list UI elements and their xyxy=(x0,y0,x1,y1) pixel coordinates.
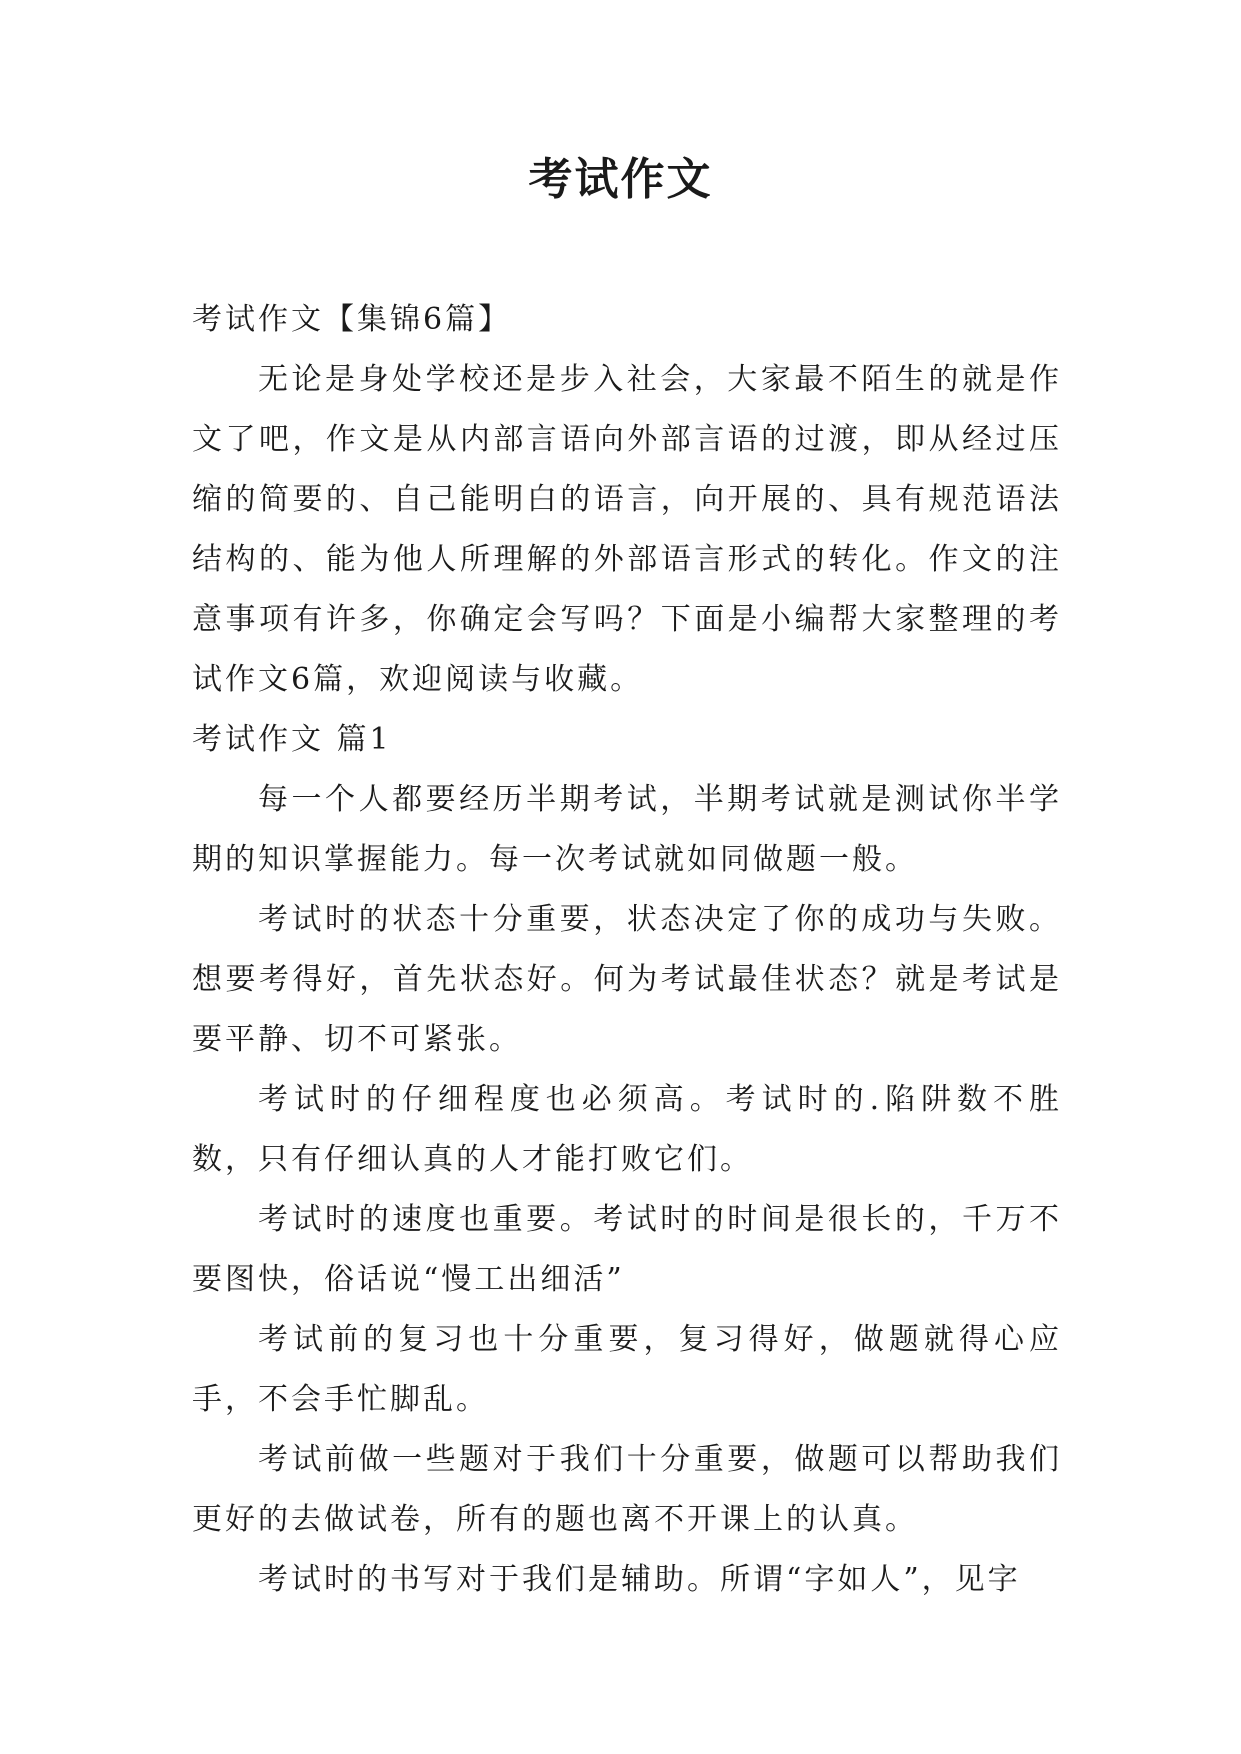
body-paragraph: 考试前做一些题对于我们十分重要，做题可以帮助我们更好的去做试卷，所有的题也离不开课上的认真。 xyxy=(192,1442,1062,1537)
document-subtitle: 考试作文【集锦6篇】 xyxy=(192,302,512,337)
section-heading: 考试作文 篇1 xyxy=(192,722,392,757)
body-paragraph: 考试时的书写对于我们是辅助。所谓“字如人”，见字 xyxy=(258,1562,1021,1597)
intro-paragraph: 无论是身处学校还是步入社会，大家最不陌生的就是作文了吧，作文是从内部言语向外部言语的过渡，即从经过压缩的简要的、自己能明白的语言，向开展的、具有规范语法结构的、能为他人所理解的外部语言形式的转化。作文的注意事项有许多，你确定会写吗？下面是小编帮大家整理的考试作文6篇，欢迎阅读与收藏。 xyxy=(192,362,1062,697)
document-title: 考试作文 xyxy=(528,154,713,205)
body-paragraph: 每一个人都要经历半期考试，半期考试就是测试你半学期的知识掌握能力。每一次考试就如同做题一般。 xyxy=(192,782,1062,877)
body-paragraph: 考试时的速度也重要。考试时的时间是很长的，千万不要图快，俗话说“慢工出细活” xyxy=(192,1202,1062,1297)
body-paragraph: 考试时的仔细程度也必须高。考试时的.陷阱数不胜数，只有仔细认真的人才能打败它们。 xyxy=(192,1082,1062,1177)
body-paragraph: 考试前的复习也十分重要，复习得好，做题就得心应手，不会手忙脚乱。 xyxy=(192,1322,1062,1417)
body-paragraph: 考试时的状态十分重要，状态决定了你的成功与失败。想要考得好，首先状态好。何为考试最佳状态？就是考试是要平静、切不可紧张。 xyxy=(192,902,1062,1057)
document-body xyxy=(192,290,1062,1610)
